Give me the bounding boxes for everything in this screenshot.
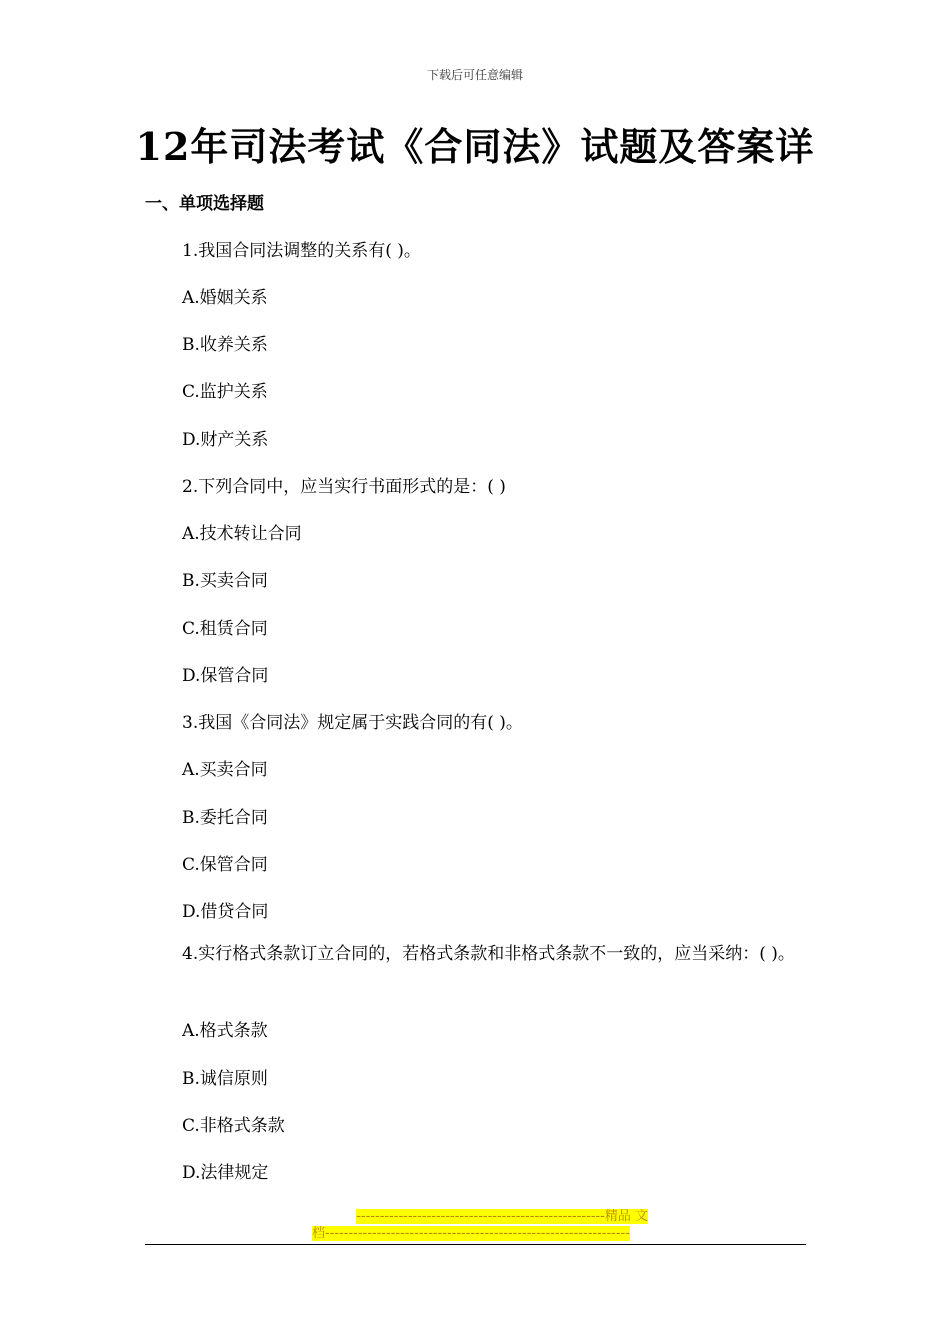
question-3-option-d: D.借贷合同	[182, 902, 269, 922]
footer-watermark	[312, 1208, 648, 1242]
footer-watermark-line-2: 档-----------------------------------------------------------------	[312, 1226, 630, 1241]
question-2-option-b: B.买卖合同	[182, 571, 268, 591]
question-2-option-c: C.租赁合同	[182, 619, 268, 639]
question-4-stem: 4.实行格式条款订立合同的，若格式条款和非格式条款不一致的，应当采纳：( )。	[182, 944, 795, 964]
footer-watermark-line-1: -----------------------------------------------------精品 文	[356, 1209, 648, 1224]
question-3-option-a: A.买卖合同	[182, 760, 268, 780]
footer-rule	[145, 1244, 806, 1245]
question-1-option-c: C.监护关系	[182, 382, 268, 402]
question-4-option-b: B.诚信原则	[182, 1069, 268, 1089]
document-title: 12年司法考试《合同法》试题及答案详	[135, 124, 815, 169]
question-3-stem: 3.我国《合同法》规定属于实践合同的有( )。	[182, 713, 523, 733]
question-2-stem: 2.下列合同中，应当实行书面形式的是：( )	[182, 477, 506, 497]
header-note: 下载后可任意编辑	[426, 68, 523, 82]
question-3-option-c: C.保管合同	[182, 855, 268, 875]
question-1-stem: 1.我国合同法调整的关系有( )。	[182, 241, 421, 261]
question-3-option-b: B.委托合同	[182, 808, 268, 828]
question-2-option-d: D.保管合同	[182, 666, 269, 686]
question-1-option-b: B.收养关系	[182, 335, 268, 355]
question-4-option-d: D.法律规定	[182, 1163, 269, 1183]
question-2-option-a: A.技术转让合同	[182, 524, 302, 544]
question-1-option-d: D.财产关系	[182, 430, 269, 450]
question-4-option-a: A.格式条款	[182, 1021, 268, 1041]
question-1-option-a: A.婚姻关系	[182, 288, 268, 308]
section-heading: 一、单项选择题	[145, 194, 264, 214]
question-4-option-c: C.非格式条款	[182, 1116, 285, 1136]
